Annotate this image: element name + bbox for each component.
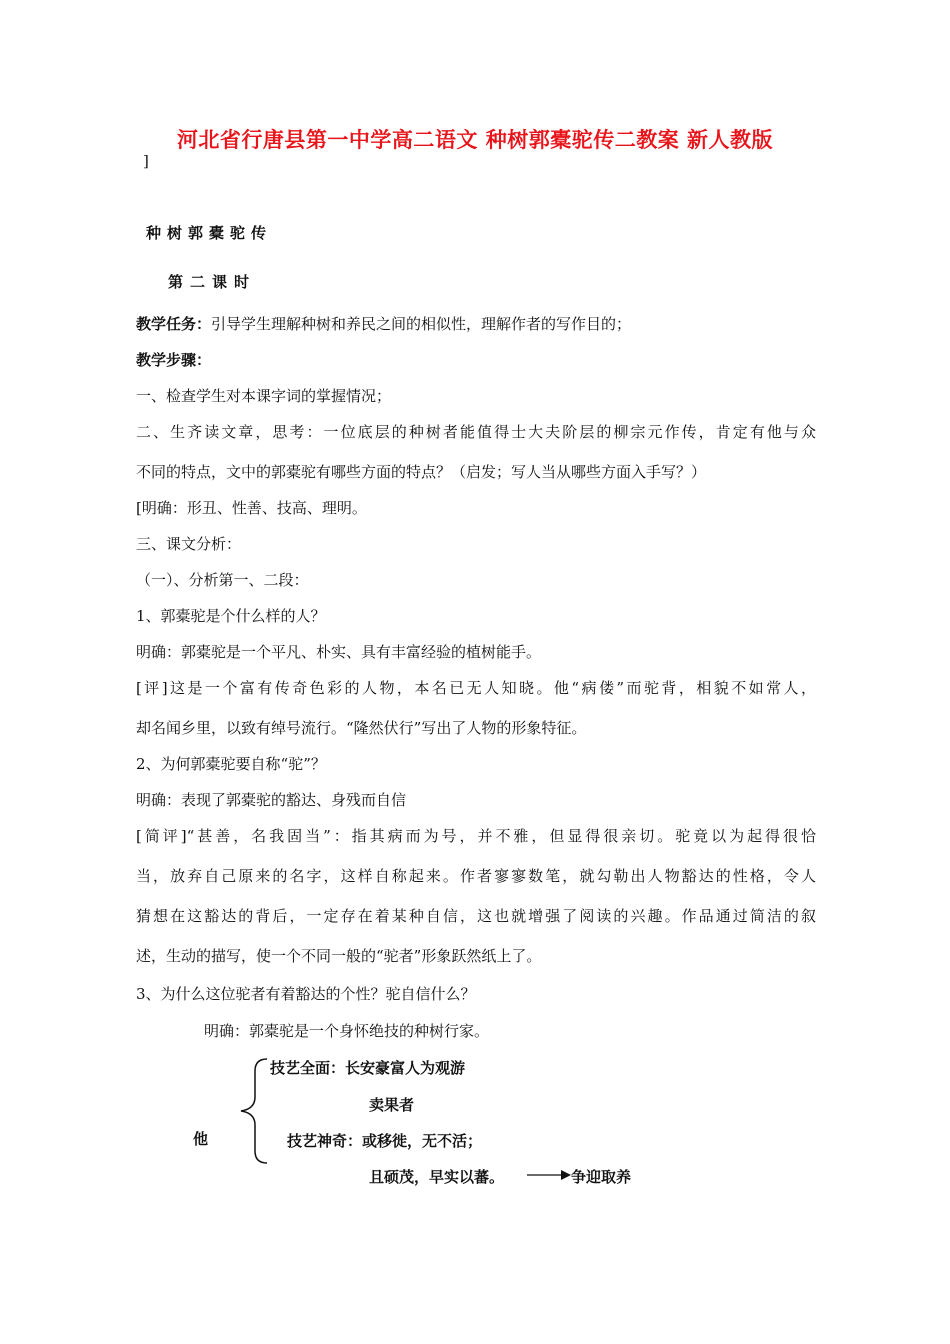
- task-text: 引导学生理解种树和养民之间的相似性，理解作者的写作目的；: [211, 315, 632, 333]
- body-line: 当，放弃自己原来的名字，这样自称起来。作者寥寥数笔，就勾勒出人物豁达的性格，令人: [136, 867, 816, 885]
- body-line: [简评]“甚善，名我固当”：指其病而为号，并不雅，但显得很亲切。驼竟以为起得很恰: [136, 827, 816, 845]
- body-line: 不同的特点，文中的郭橐驼有哪些方面的特点？（启发；写人当从哪些方面入手写？）: [136, 463, 707, 481]
- teaching-task: [136, 313, 631, 334]
- diagram-branch2-line1: 技艺神奇：或移徙，无不活；: [287, 1132, 483, 1150]
- answer-line: 明确：郭橐驼是一个身怀绝技的种树行家。: [204, 1022, 490, 1040]
- lesson-period-heading: 第二课时: [168, 273, 257, 291]
- body-line: 猜想在这豁达的背后，一定存在着某种自信，这也就增强了阅读的兴趣。作品通过简洁的叙: [136, 907, 816, 925]
- body-line: 三、课文分析：: [136, 535, 242, 553]
- body-line: [评]这是一个富有传奇色彩的人物，本名已无人知晓。他“病偻”而驼背，相貌不如常人，: [136, 679, 816, 697]
- teaching-steps-label: 教学步骤：: [136, 351, 212, 369]
- body-line: 二、生齐读文章，思考：一位底层的种树者能值得士大夫阶层的柳宗元作传，肯定有他与众: [136, 423, 816, 441]
- task-label: 教学任务：: [136, 315, 212, 333]
- body-line: （一）、分析第一、二段：: [136, 571, 309, 589]
- body-line: 述，生动的描写，使一个不同一般的“驼者”形象跃然纸上了。: [136, 947, 542, 965]
- diagram-subject: 他: [193, 1130, 209, 1148]
- body-line: 2、为何郭橐驼要自称“驼”？: [136, 755, 326, 773]
- diagram-branch2-line2: 且硕茂，早实以蕃。: [369, 1168, 505, 1186]
- diagram-result: 争迎取养: [571, 1168, 632, 1186]
- body-line: [明确：形丑、性善、技高、理明。: [136, 499, 367, 517]
- diagram-branch1-line2: 卖果者: [369, 1096, 415, 1114]
- lesson-title: 种树郭橐驼传: [146, 224, 273, 242]
- diagram-branch1-line1: 技艺全面：长安豪富人为观游: [270, 1059, 466, 1077]
- body-line: 明确：郭橐驼是一个平凡、朴实、具有丰富经验的植树能手。: [136, 643, 542, 661]
- bracket-mark: ]: [143, 152, 149, 170]
- arrow-right-icon: [525, 1168, 573, 1182]
- curly-brace-icon: [225, 1055, 275, 1167]
- body-line: 1、郭橐驼是个什么样的人？: [136, 607, 326, 625]
- body-line: 一、检查学生对本课字词的掌握情况；: [136, 387, 392, 405]
- body-line: 明确：表现了郭橐驼的豁达、身残而自信: [136, 791, 407, 809]
- document-title: 河北省行唐县第一中学高二语文 种树郭橐驼传二教案 新人教版: [176, 128, 774, 152]
- body-line: 3、为什么这位驼者有着豁达的个性？驼自信什么？: [136, 985, 476, 1003]
- body-line: 却名闻乡里，以致有绰号流行。“隆然伏行”写出了人物的形象特征。: [136, 719, 587, 737]
